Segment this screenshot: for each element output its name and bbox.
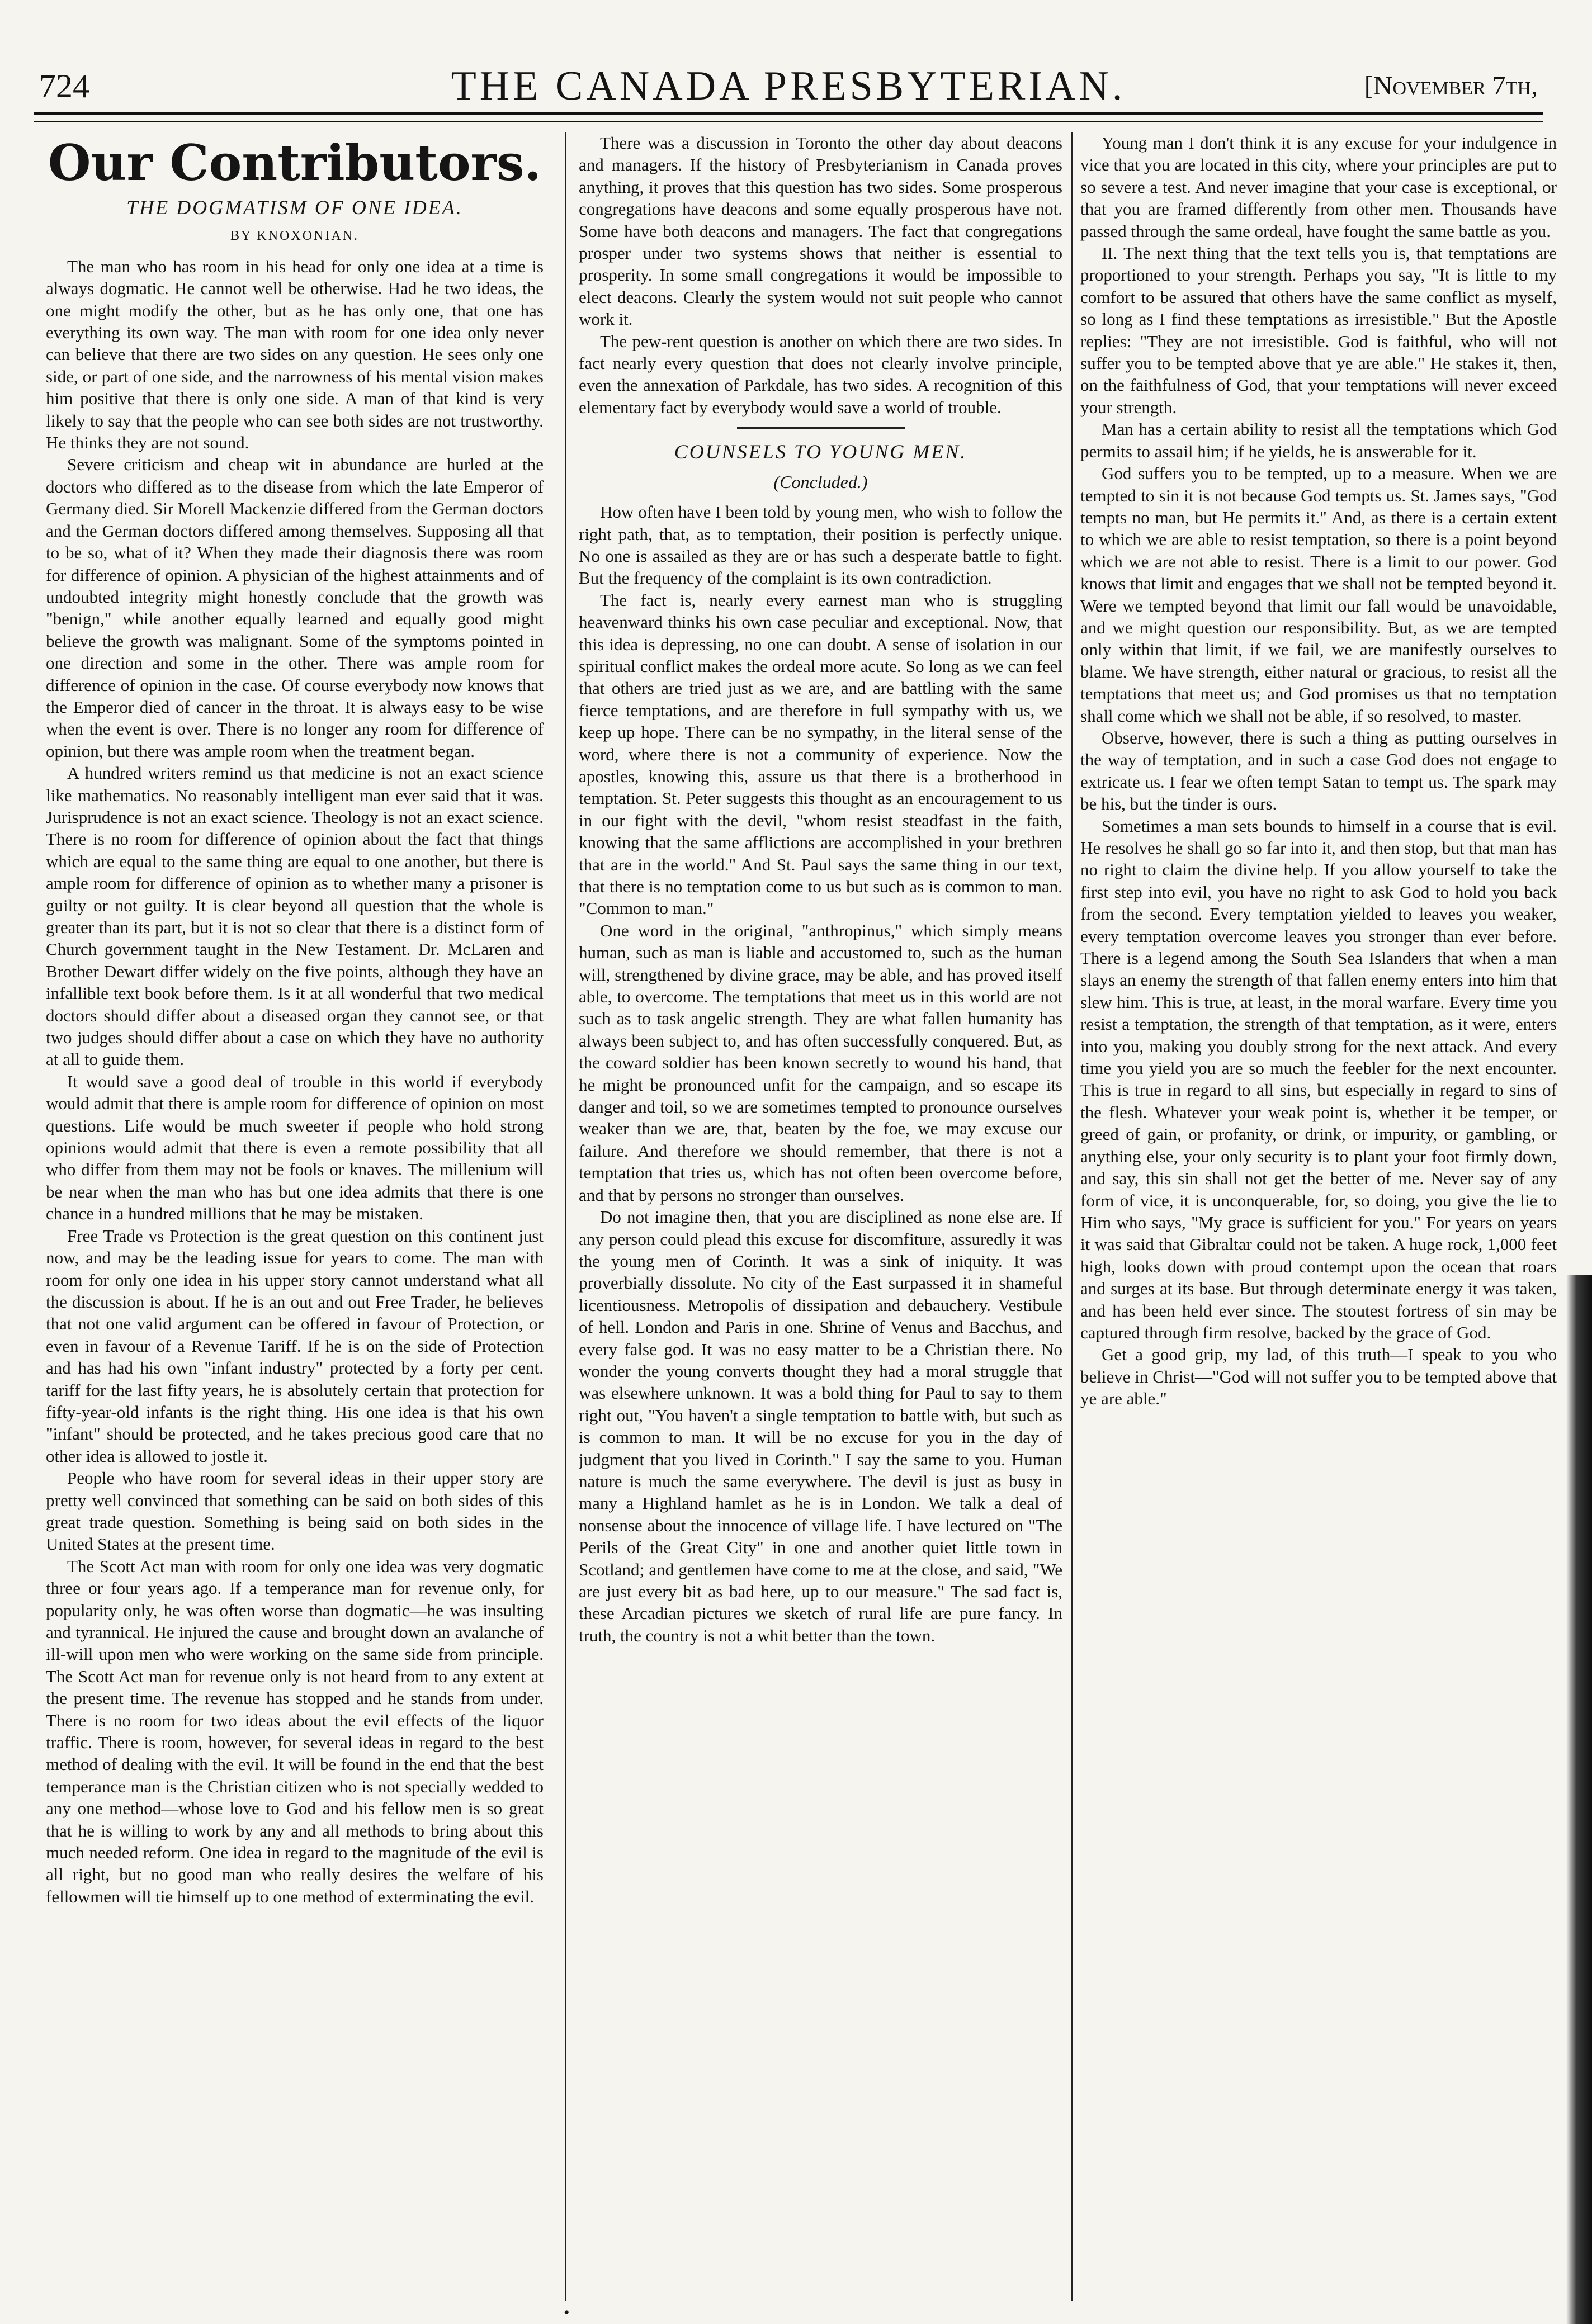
paragraph: A hundred writers remind us that medicine is not an exact science like mathematics. No reasonably intelligent man ever said that it was. Jurisprudence is not an exact science. Theology is not an exact science. There is no room for difference of opinion about the fact that things which are equal to the same thing are equal to one another, but there is ample room for difference of opinion as to whether many a prisoner is guilty or not guilty. It is clear beyond all question that the whole is greater than its part, but it is not so clear that there is a distinct form of Church government taught in the New Testament. Dr. McLaren and Brother Dewart differ widely on the five points, although they have an infallible text book before them. Is it at all wonderful that two medical doctors should differ about a diseased organ they cannot see, or that two judges should differ about a case on which they have no authority at all to guide them. (46, 763, 544, 1069)
paragraph: The fact is, nearly every earnest man who is struggling heavenward thinks his own case peculiar and exceptional. Now, that this idea is depressing, no one can doubt. A sense of isolation in our spiritual conflict makes the ordeal more acute. So long as we can feel that others are tried just as we are, and are battling with the same fierce temptations, and are therefore in full sympathy with us, we keep up hope. There can be no sympathy, in the literal sense of the word, where there is not a community of experience. Now the apostles, knowing this, assure us that there is a brotherhood in temptation. St. Peter suggests this thought as an encouragement to us in our fight with the devil, "whom resist steadfast in the faith, knowing that the same afflictions are accomplished in your brethren that are in the world." And St. Paul says the same thing in our text, that there is no temptation come to us but such as is common to man. "Common to man." (579, 590, 1062, 919)
scan-shadow-edge (1566, 1275, 1592, 2324)
paragraph: Observe, however, there is such a thing as putting ourselves in the way of temptation, and in such a case God does not engage to extricate us. I fear we often tempt Satan to tempt us. The spark may be his, but the tinder is ours. (1080, 727, 1557, 814)
column-3 (1080, 132, 1557, 2301)
paragraph: Young man I don't think it is any excuse for your indulgence in vice that you are located in this city, where your principles are put to so severe a test. And never imagine that your case is exceptional, or that you are framed differently from other men. Thousands have passed through the same ordeal, have fought the same battle as you. (1080, 133, 1557, 241)
paragraph: Get a good grip, my lad, of this truth—I speak to you who believe in Christ—"God will not suffer you to be tempted above that ye are able." (1080, 1345, 1557, 1409)
column-rule-1 (565, 132, 566, 2301)
paragraph: Free Trade vs Protection is the great question on this continent just now, and may be the leading issue for years to come. The man with room for only one idea in his upper story cannot understand what all the discussion is about. If he is an out and out Free Trader, he believes that not one valid argument can be offered in favour of Protection, or even in favour of a Revenue Tariff. If he is on the side of Protection and has had his own "infant industry" protected by a forty per cent. tariff for the last fifty years, he is absolutely certain that protection for fifty-year-old infants is the right thing. His one idea is that his own "infant" should be protected, and he takes precious good care that no other idea is allowed to jostle it. (46, 1225, 544, 1466)
header-rule-thin (34, 121, 1543, 122)
paragraph: II. The next thing that the text tells you is, that temptations are proportioned to your strength. Perhaps you say, "It is little to my comfort to be assured that others have the same conflict as myself, so long as I find these temptations as irresistible." But the Apostle replies: "They are not irresistible. God is faithful, who will not suffer you to be tempted above that ye are able." He stakes it, then, on the faithfulness of God, that your temptations will never exceed your strength. (1080, 243, 1557, 417)
masthead (34, 56, 1543, 112)
paragraph: Do not imagine then, that you are disciplined as none else are. If any person could plead this excuse for discomfiture, assuredly it was the young men of Corinth. It was a sink of iniquity. It was proverbially dissolute. No city of the East surpassed it in shameful licentiousness. Metropolis of dissipation and debauchery. Vestibule of hell. London and Paris in one. Shrine of Venus and Bacchus, and every false god. It was no easy matter to be a Christian there. No wonder the young converts thought they had a moral struggle that was elsewhere unknown. It was a bold thing for Paul to say to them right out, "You haven't a single temptation to battle with, but such as is common to man. It will be no excuse for you in the day of judgment that you lived in Corinth." I say the same to you. Human nature is much the same everywhere. The devil is just as busy in many a Highland hamlet as he is in London. We talk a deal of nonsense about the innocence of village life. I have lectured on "The Perils of the Great City" in one and another quiet little town in Scotland; and gentlemen have come to me at the close, and said, "We are just every bit as bad here, up to our measure." The sad fact is, these Arcadian pictures we sketch of rural life are pure fancy. In truth, the country is not a whit better than the town. (579, 1207, 1062, 1645)
column-2 (579, 132, 1062, 2301)
paragraph: There was a discussion in Toronto the other day about deacons and managers. If the history of Presbyterianism in Canada proves anything, it proves that this question has two sides. Some prosperous congregations have deacons and some equally prosperous have not. Some have both deacons and managers. The fact that congregations prosper under two systems shows that neither is essential to prosperity. In some small congregations it would be impossible to elect deacons. Clearly the system would not suit people who cannot work it. (579, 133, 1062, 329)
column-rule-2 (1071, 132, 1073, 2301)
paragraph: The pew-rent question is another on which there are two sides. In fact nearly every question that does not clearly involve principle, even the annexation of Parkdale, has two sides. A recognition of this elementary fact by everybody would save a world of trouble. (579, 331, 1062, 417)
article-byline: BY KNOXONIAN. (230, 229, 360, 244)
article-subtitle: (Concluded.) (773, 471, 868, 492)
header-rule-thick (34, 112, 1543, 115)
section-title: Our Contributors. (48, 134, 542, 192)
article-title-dogmatism: THE DOGMATISM OF ONE IDEA. (126, 196, 463, 219)
paragraph: It would save a good deal of trouble in this world if everybody would admit that there is ample room for difference of opinion on most questions. Life would be much sweeter if people who hold strong opinions would admit that there is even a remote possibility that all who differ from them may not be fools or knaves. The millenium will be near when the man who has but one idea admits that there is one chance in a hundred millions that he may be mistaken. (46, 1071, 544, 1224)
paragraph: God suffers you to be tempted, up to a measure. When we are tempted to sin it is not because God tempts us. St. James says, "God tempts no man, but He permits it." And, as there is a certain extent to which we are able to resist temptation, so there is a point beyond which we are not able to resist. There is a limit to our power. God knows that limit and engages that we shall not be tempted beyond it. Were we tempted beyond that limit our fall would be unavoidable, and we might question our responsibility. But, as we are tempted only within that limit, if we fail, we are manifestly ourselves to blame. We have strength, either natural or gracious, to resist all the temptations that meet us; and God promises us that no temptation shall come which we shall not be able, if so resolved, to master. (1080, 463, 1557, 726)
paragraph: The man who has room in his head for only one idea at a time is always dogmatic. He cannot well be otherwise. Had he two ideas, the one might modify the other, but as he has only one, that one has everything its own way. The man with room for one idea only never can believe that there are two sides on any question. He sees only one side, or part of one side, and the narrowness of his mental vision makes him positive that there is only one side. A man of that kind is very likely to say that the people who can see both sides are not trustworthy. He thinks they are not sound. (46, 256, 544, 453)
article-title-counsels: COUNSELS TO YOUNG MEN. (674, 441, 967, 463)
paragraph: People who have room for several ideas in their upper story are pretty well convinced that something can be said on both sides of this great trade question. Something is being said on both sides in the United States at the present time. (46, 1468, 544, 1554)
issue-date: [November 7th, (1364, 71, 1538, 101)
paragraph: The Scott Act man with room for only one idea was very dogmatic three or four years ago. If a temperance man for revenue only, for popularity only, he was often worse than dogmatic—he was insulting and tyrannical. He injured the cause and brought down an avalanche of ill-will upon men who were working on the same side from principle. The Scott Act man for revenue only is not heard from to any extent at the present time. The revenue has stopped and he stands from under. There is no room for two ideas about the evil effects of the liquor traffic. There is room, however, for several ideas in regard to the best method of dealing with the evil. It will be found in the end that the best temperance man is the Christian citizen who is not specially wedded to any one method—whose love to God and his fellow men is so great that he is willing to work by any and all methods to bring about this much needed reform. One idea in regard to the magnitude of the evil is all right, but no good man who really desires the welfare of his fellowmen will tie himself up to one method of exterminating the evil. (46, 1556, 544, 1906)
paragraph: Man has a certain ability to resist all the temptations which God permits to assail him; if he yields, he is answerable for it. (1080, 419, 1557, 461)
page-number: 724 (39, 68, 89, 105)
column-1 (46, 132, 544, 2301)
paragraph: Severe criticism and cheap wit in abundance are hurled at the doctors who differed as to the disease from which the late Emperor of Germany died. Sir Morell Mackenzie differed from the German doctors and the German doctors differed among themselves. Supposing all that to be so, what of it? When they made their diagnosis there was room for difference of opinion. A physician of the highest attainments and of undoubted integrity might honestly conclude that the growth was "benign," while another equally learned and equally good might believe the growth was malignant. Some of the symptoms pointed in one direction and some in the other. There was ample room for difference of opinion in the case. Of course everybody now knows that the Emperor died of cancer in the throat. It is always easy to be wise when the event is over. There is no longer any room for difference of opinion, but there was ample room when the treatment began. (46, 455, 544, 761)
footer-mark: • (564, 2303, 570, 2322)
paragraph: One word in the original, "anthropinus," which simply means human, such as man is liable and accustomed to, such as the human will, strengthened by divine grace, may be able, and has proved itself able, to overcome. The temptations that meet us in this world are not such as to task angelic strength. They are what fallen humanity has always been subject to, and has often successfully conquered. But, as the coward soldier has been known secretly to wound his hand, that he might be pronounced unfit for the campaign, and so escape its danger and toil, so we are sometimes tempted to pronounce ourselves weaker than we are, that, beaten by the foe, we may excuse our failure. And therefore we should remember, that there is not a temptation that tries us, which has not often been overcome before, and that by persons no stronger than ourselves. (579, 920, 1062, 1205)
paper-title: THE CANADA PRESBYTERIAN. (451, 63, 1126, 109)
paragraph: How often have I been told by young men, who wish to follow the right path, that, as to temptation, their position is perfectly unique. No one is assailed as they are or has such a desperate battle to fight. But the frequency of the complaint is its own contradiction. (579, 502, 1062, 588)
paragraph: Sometimes a man sets bounds to himself in a course that is evil. He resolves he shall go so far into it, and then stop, but that man has no right to claim the divine help. If you allow yourself to take the first step into evil, you have no right to ask God to hold you back from the second. Every temptation yielded to leaves you weaker, every temptation overcome leaves you stronger than ever before. There is a legend among the South Sea Islanders that when a man slays an enemy the strength of that fallen enemy enters into him that slew him. This is true, at least, in the moral warfare. Every time you resist a temptation, the strength of that temptation, as it were, enters into you, making you doubly strong for the next attack. And every time you yield you are so much the feebler for the next encounter. This is true in regard to all sins, but especially in regard to sins of the flesh. Whatever your weak point is, whether it be temper, or greed of gain, or profanity, or drink, or impurity, or gambling, or anything else, your only security is to plant your foot firmly down, and say, this sin shall not get the better of me. Never say of any form of vice, it is unconquerable, for, so doing, you give the lie to Him who says, "My grace is sufficient for you." For years on years it was said that Gibraltar could not be taken. A huge rock, 1,000 feet high, looks down with proud contempt upon the ocean that roars and surges at its base. But through determinate energy it was taken, and has been held ever since. The stoutest fortress of sin may be captured through firm resolve, backed by the grace of God. (1080, 816, 1557, 1342)
article-divider (737, 427, 905, 429)
